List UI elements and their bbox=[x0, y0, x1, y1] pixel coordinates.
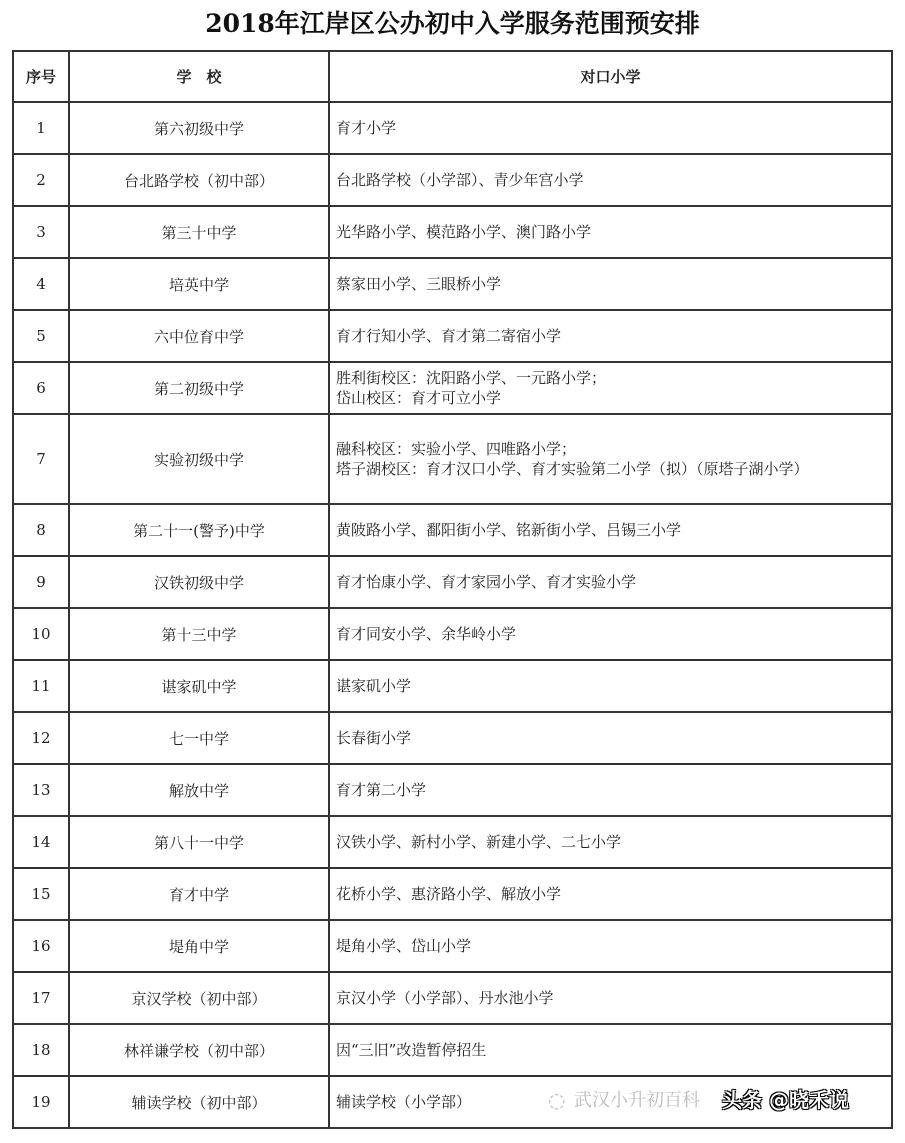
row-number: 11 bbox=[13, 660, 69, 712]
row-number: 15 bbox=[13, 868, 69, 920]
primary-schools: 堤角小学、岱山小学 bbox=[329, 920, 892, 972]
row-number: 10 bbox=[13, 608, 69, 660]
primary-schools: 辅读学校（小学部） bbox=[329, 1076, 892, 1128]
header-primary: 对口小学 bbox=[329, 51, 892, 102]
row-number: 9 bbox=[13, 556, 69, 608]
table-row bbox=[13, 362, 892, 414]
row-number: 5 bbox=[13, 310, 69, 362]
row-number: 4 bbox=[13, 258, 69, 310]
primary-schools: 融科校区：实验小学、四唯路小学； 塔子湖校区：育才汉口小学、育才实验第二小学（拟）（原塔子湖小学） bbox=[329, 414, 892, 504]
school-name: 六中位育中学 bbox=[69, 310, 329, 362]
school-name: 实验初级中学 bbox=[69, 414, 329, 504]
primary-schools: 谌家矶小学 bbox=[329, 660, 892, 712]
row-number: 13 bbox=[13, 764, 69, 816]
table-row bbox=[13, 608, 892, 660]
primary-schools: 黄陂路小学、鄱阳街小学、铭新街小学、吕锡三小学 bbox=[329, 504, 892, 556]
school-name: 林祥谦学校（初中部） bbox=[69, 1024, 329, 1076]
table-row bbox=[13, 712, 892, 764]
row-number: 3 bbox=[13, 206, 69, 258]
primary-schools: 育才同安小学、余华岭小学 bbox=[329, 608, 892, 660]
row-number: 16 bbox=[13, 920, 69, 972]
school-name: 京汉学校（初中部） bbox=[69, 972, 329, 1024]
table-row bbox=[13, 206, 892, 258]
primary-schools: 育才怡康小学、育才家园小学、育才实验小学 bbox=[329, 556, 892, 608]
school-name: 培英中学 bbox=[69, 258, 329, 310]
row-number: 12 bbox=[13, 712, 69, 764]
school-name: 第三十中学 bbox=[69, 206, 329, 258]
school-name: 辅读学校（初中部） bbox=[69, 1076, 329, 1128]
primary-schools: 育才第二小学 bbox=[329, 764, 892, 816]
primary-schools: 育才小学 bbox=[329, 102, 892, 154]
watermark-wechat: 武汉小升初百科 bbox=[574, 1090, 700, 1111]
document-title: 2018年江岸区公办初中入学服务范围预安排 bbox=[205, 9, 700, 38]
header-number: 序号 bbox=[13, 51, 69, 102]
primary-schools: 因“三旧”改造暂停招生 bbox=[329, 1024, 892, 1076]
row-number: 18 bbox=[13, 1024, 69, 1076]
primary-schools: 花桥小学、惠济路小学、解放小学 bbox=[329, 868, 892, 920]
primary-schools: 京汉小学（小学部）、丹水池小学 bbox=[329, 972, 892, 1024]
header-school: 学 校 bbox=[69, 51, 329, 102]
table-row bbox=[13, 556, 892, 608]
table-row bbox=[13, 816, 892, 868]
primary-schools: 长春街小学 bbox=[329, 712, 892, 764]
school-name: 第二十一(警予)中学 bbox=[69, 504, 329, 556]
school-name: 第八十一中学 bbox=[69, 816, 329, 868]
table-row bbox=[13, 258, 892, 310]
table-row bbox=[13, 764, 892, 816]
school-name: 第二初级中学 bbox=[69, 362, 329, 414]
table-row bbox=[13, 660, 892, 712]
row-number: 2 bbox=[13, 154, 69, 206]
table-row bbox=[13, 920, 892, 972]
primary-schools: 台北路学校（小学部）、青少年宫小学 bbox=[329, 154, 892, 206]
school-assignment-table bbox=[12, 50, 893, 1129]
table-row bbox=[13, 868, 892, 920]
school-name: 堤角中学 bbox=[69, 920, 329, 972]
table-row bbox=[13, 102, 892, 154]
watermark-toutiao: 头条 @晓禾说 bbox=[722, 1088, 849, 1112]
school-name: 汉铁初级中学 bbox=[69, 556, 329, 608]
row-number: 1 bbox=[13, 102, 69, 154]
school-name: 谌家矶中学 bbox=[69, 660, 329, 712]
school-name: 台北路学校（初中部） bbox=[69, 154, 329, 206]
school-name: 第十三中学 bbox=[69, 608, 329, 660]
table-row bbox=[13, 310, 892, 362]
table-row bbox=[13, 154, 892, 206]
table-row bbox=[13, 504, 892, 556]
primary-schools: 育才行知小学、育才第二寄宿小学 bbox=[329, 310, 892, 362]
primary-schools: 蔡家田小学、三眼桥小学 bbox=[329, 258, 892, 310]
row-number: 6 bbox=[13, 362, 69, 414]
primary-schools: 汉铁小学、新村小学、新建小学、二七小学 bbox=[329, 816, 892, 868]
wechat-icon: ◌ bbox=[548, 1088, 566, 1112]
row-number: 17 bbox=[13, 972, 69, 1024]
school-name: 第六初级中学 bbox=[69, 102, 329, 154]
school-name: 七一中学 bbox=[69, 712, 329, 764]
table-header-row bbox=[13, 51, 892, 102]
school-name: 育才中学 bbox=[69, 868, 329, 920]
row-number: 8 bbox=[13, 504, 69, 556]
primary-schools: 胜利街校区：沈阳路小学、一元路小学； 岱山校区：育才可立小学 bbox=[329, 362, 892, 414]
row-number: 14 bbox=[13, 816, 69, 868]
row-number: 19 bbox=[13, 1076, 69, 1128]
row-number: 7 bbox=[13, 414, 69, 504]
table-row bbox=[13, 1024, 892, 1076]
table-row bbox=[13, 414, 892, 504]
school-name: 解放中学 bbox=[69, 764, 329, 816]
primary-schools: 光华路小学、模范路小学、澳门路小学 bbox=[329, 206, 892, 258]
table-row bbox=[13, 972, 892, 1024]
